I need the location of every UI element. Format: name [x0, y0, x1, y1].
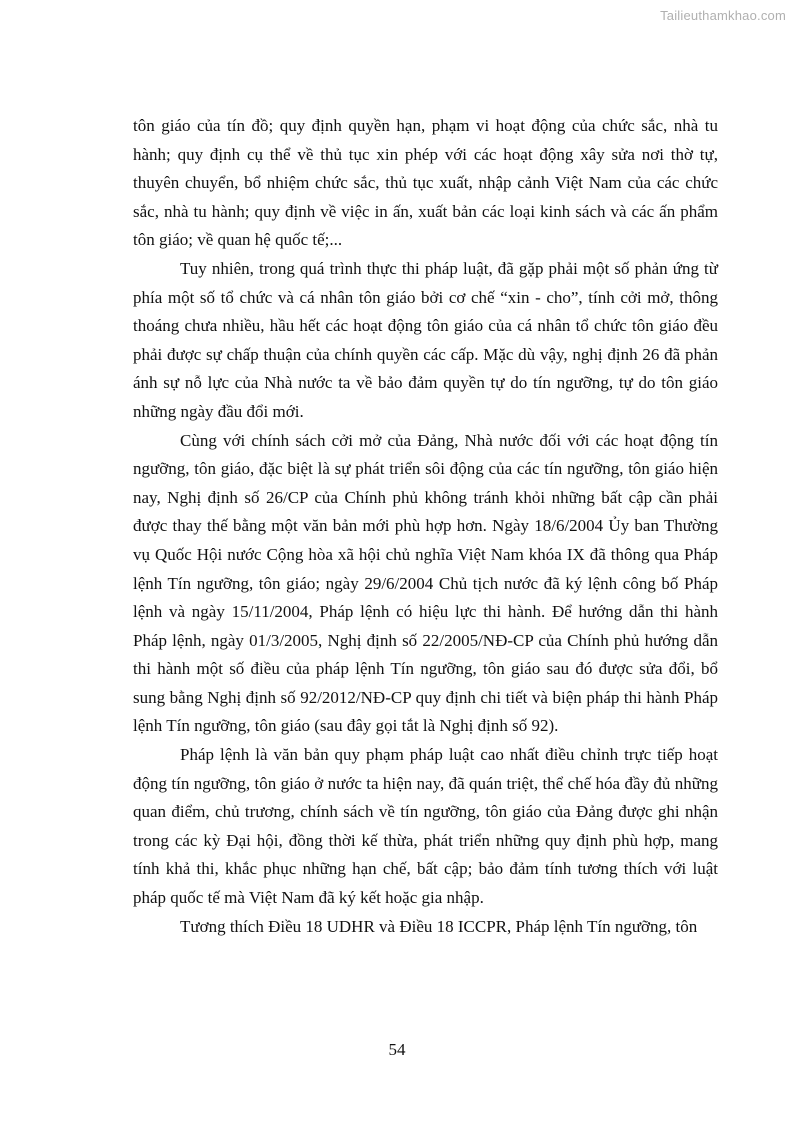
paragraph-1: tôn giáo của tín đồ; quy định quyền hạn, phạm vi hoạt động của chức sắc, nhà tu hành; quy định cụ thể về thủ tục xin phép với các hoạt động xây sửa nơi thờ tự, thuyên chuyển, bổ nhiệm chức sắc, thủ tục xuất, nhập cảnh Việt Nam của các chức sắc, nhà tu hành; quy định về việc in ấn, xuất bản các loại kinh sách và các ấn phẩm tôn giáo; về quan hệ quốc tế;... — [133, 116, 718, 250]
watermark: Tailieuthamkhao.com — [660, 8, 786, 23]
paragraph-3: Cùng với chính sách cởi mở của Đảng, Nhà nước đối với các hoạt động tín ngưỡng, tôn giáo, đặc biệt là sự phát triển sôi động của các tín ngưỡng, tôn giáo hiện nay, Nghị định số 26/CP của Chính phủ không tránh khỏi những bất cập cần phải được thay thế bằng một văn bản mới phù hợp hơn. Ngày 18/6/2004 Ủy ban Thường vụ Quốc Hội nước Cộng hòa xã hội chủ nghĩa Việt Nam khóa IX đã thông qua Pháp lệnh Tín ngưỡng, tôn giáo; ngày 29/6/2004 Chủ tịch nước đã ký lệnh công bố Pháp lệnh và ngày 15/11/2004, Pháp lệnh có hiệu lực thi hành. Để hướng dẫn thi hành Pháp lệnh, ngày 01/3/2005, Nghị định số 22/2005/NĐ-CP của Chính phủ hướng dẫn thi hành một số điều của pháp lệnh Tín ngưỡng, tôn giáo sau đó được sửa đổi, bổ sung bằng Nghị định số 92/2012/NĐ-CP quy định chi tiết và biện pháp thi hành Pháp lệnh Tín ngưỡng, tôn giáo (sau đây gọi tắt là Nghị định số 92). — [133, 430, 718, 736]
paragraph-5: Tương thích Điều 18 UDHR và Điều 18 ICCPR, Pháp lệnh Tín ngưỡng, tôn — [180, 916, 698, 936]
document-body — [133, 112, 718, 941]
page-number: 54 — [388, 1040, 406, 1059]
paragraph-4: Pháp lệnh là văn bản quy phạm pháp luật cao nhất điều chỉnh trực tiếp hoạt động tín ngưỡng, tôn giáo ở nước ta hiện nay, đã quán triệt, thể chế hóa đầy đủ những quan điểm, chủ trương, chính sách về tín ngưỡng, tôn giáo của Đảng được ghi nhận trong các kỳ Đại hội, đồng thời kế thừa, phát triển những quy định phù hợp, mang tính khả thi, khắc phục những hạn chế, bất cập; bảo đảm tính tương thích với luật pháp quốc tế mà Việt Nam đã ký kết hoặc gia nhập. — [133, 745, 718, 908]
paragraph-2: Tuy nhiên, trong quá trình thực thi pháp luật, đã gặp phải một số phản ứng từ phía một số tổ chức và cá nhân tôn giáo bởi cơ chế “xin - cho”, tính cởi mở, thông thoáng chưa nhiều, hầu hết các hoạt động tôn giáo của cá nhân tổ chức tôn giáo đều phải được sự chấp thuận của chính quyền các cấp. Mặc dù vậy, nghị định 26 đã phản ánh sự nỗ lực của Nhà nước ta về bảo đảm quyền tự do tín ngưỡng, tự do tôn giáo những ngày đầu đổi mới. — [133, 258, 718, 421]
